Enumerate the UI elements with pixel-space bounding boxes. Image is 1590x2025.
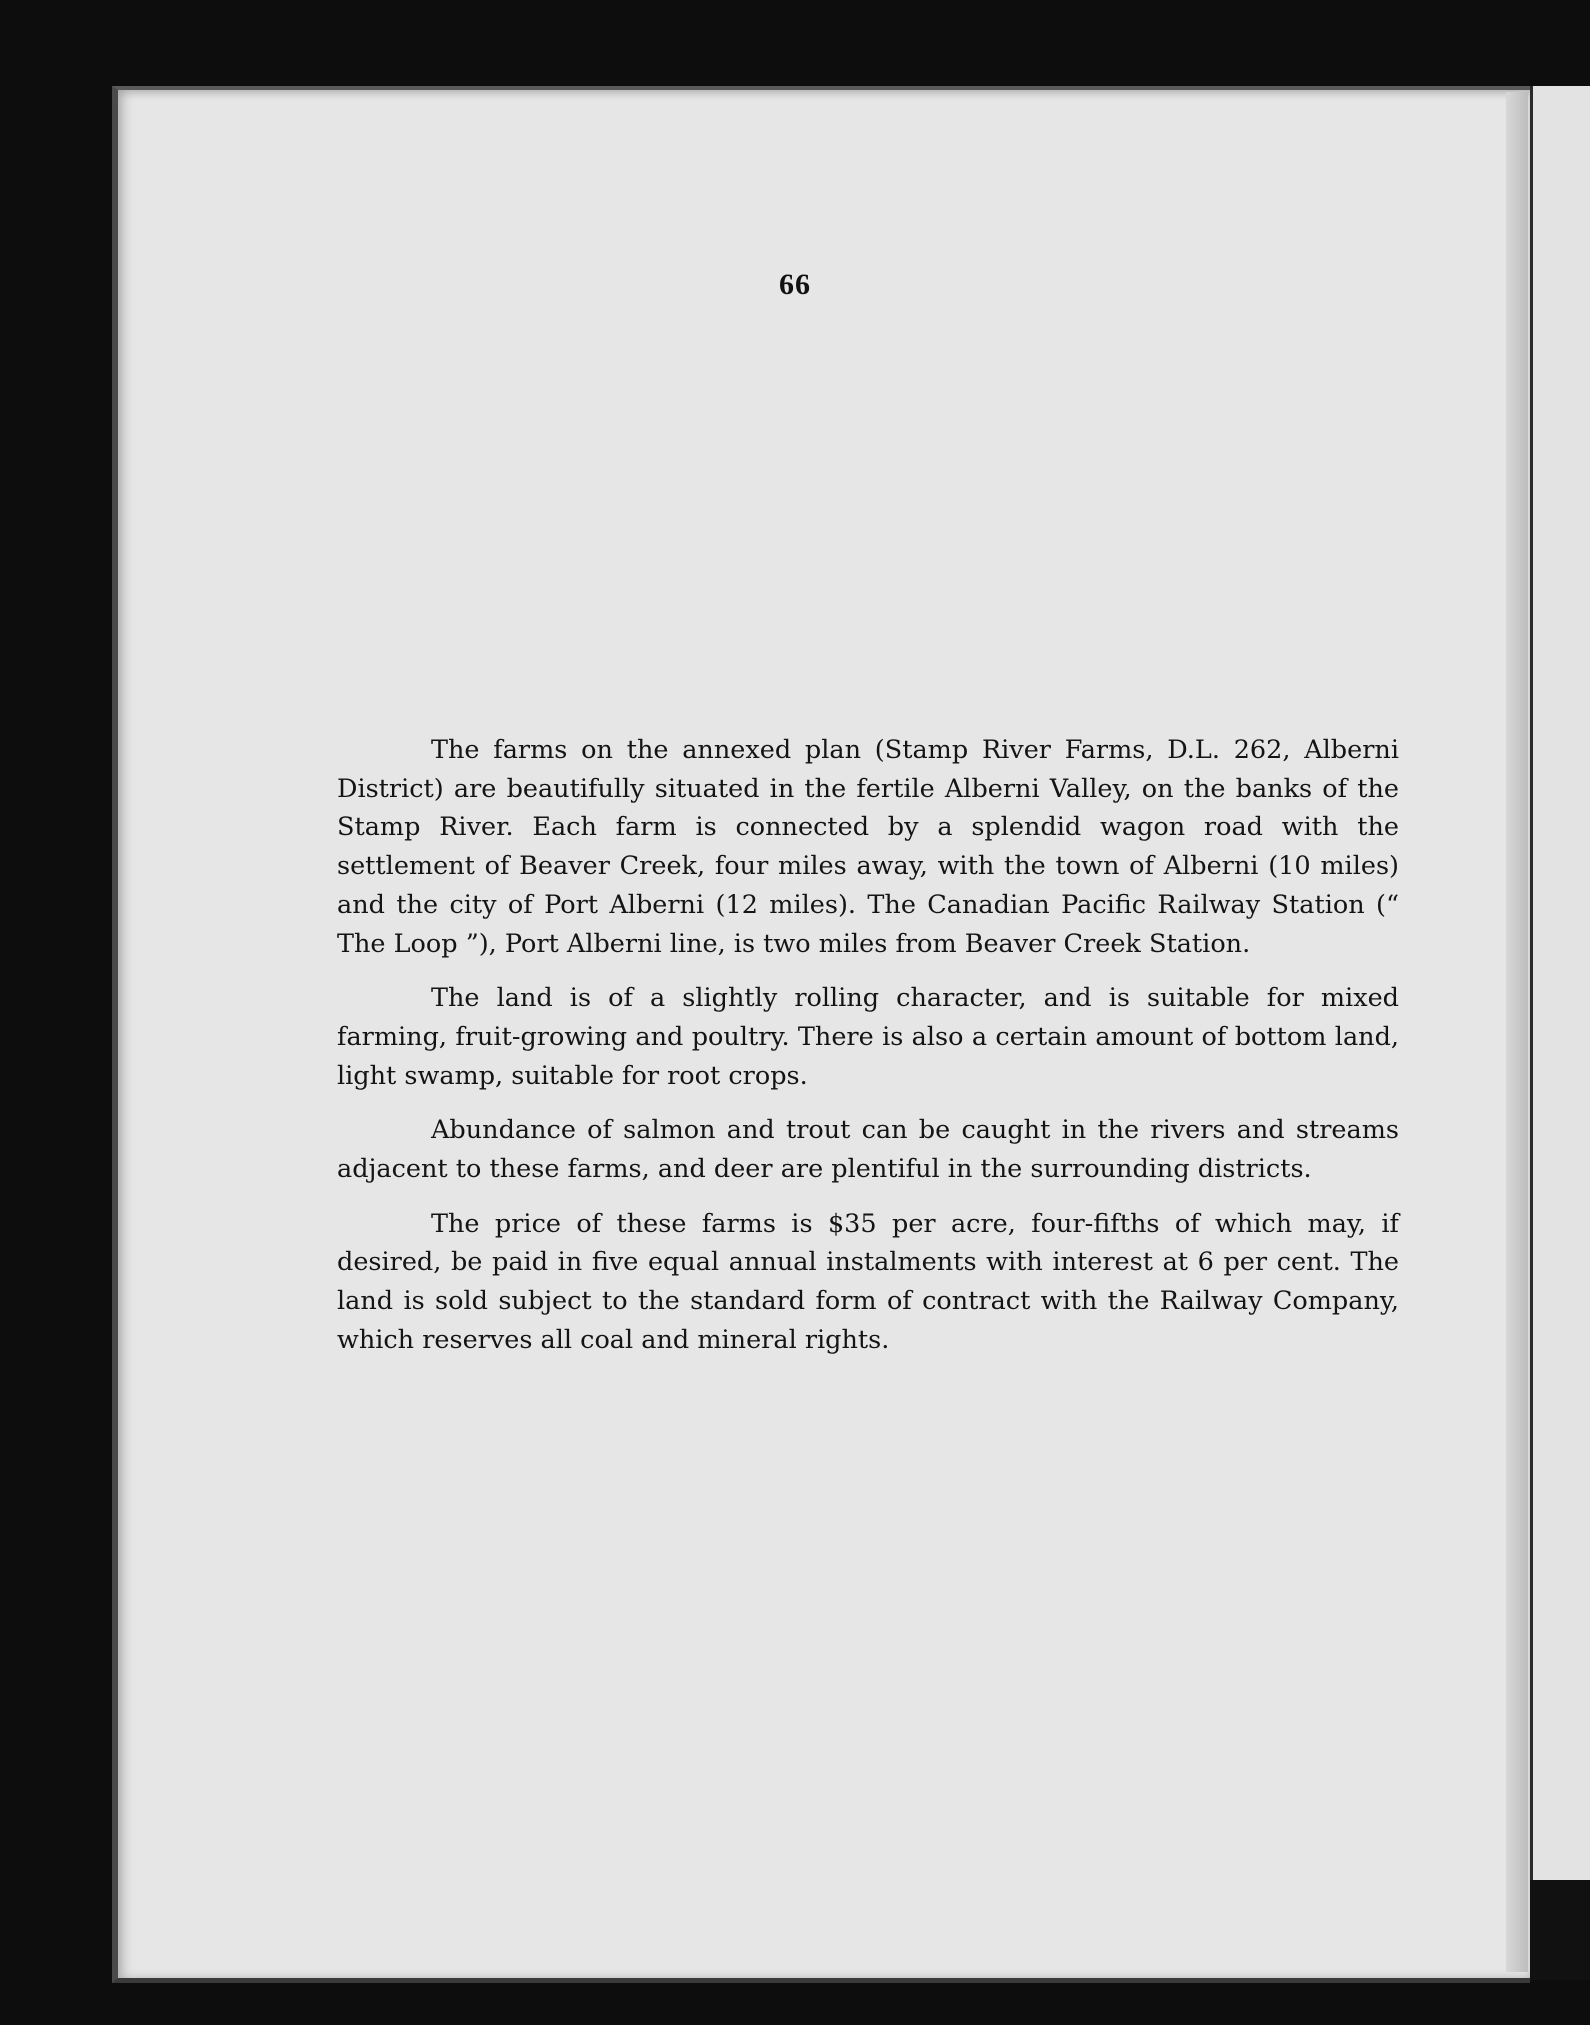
page-gutter <box>1506 92 1528 1972</box>
page-shadow <box>1524 1880 1590 1980</box>
paragraph-land-character: The land is of a slightly rolling character, and is suitable for mixed farming, fruit-growing and poultry. There is also a certain amount of bottom land, light swamp, suitable for root crops. <box>337 983 1399 1091</box>
page-number: 66 <box>779 268 811 301</box>
page-body <box>337 731 1399 1376</box>
paragraph-farms-location: The farms on the annexed plan (Stamp River Farms, D.L. 262, Alberni District) are beautifully situated in the fertile Alberni Valley, on the banks of the Stamp River. Each farm is connected by a splendid wagon road with the settlement of Beaver Creek, four miles away, with the town of Alberni (10 miles) and the city of Port Alberni (12 miles). The Canadian Pacific Railway Station (“ The Loop ”), Port Alberni line, is two miles from Beaver Creek Station. <box>337 735 1399 959</box>
facing-page-edge <box>1530 86 1590 1966</box>
paragraph-price-terms: The price of these farms is $35 per acre, four-fifths of which may, if desired, be paid in five equal annual instalments with interest at 6 per cent. The land is sold subject to the standard form of contract with the Railway Company, which reserves all coal and mineral rights. <box>337 1208 1399 1355</box>
paragraph-fish-and-game: Abundance of salmon and trout can be caught in the rivers and streams adjacent to these farms, and deer are plentiful in the surrounding districts. <box>337 1115 1399 1185</box>
